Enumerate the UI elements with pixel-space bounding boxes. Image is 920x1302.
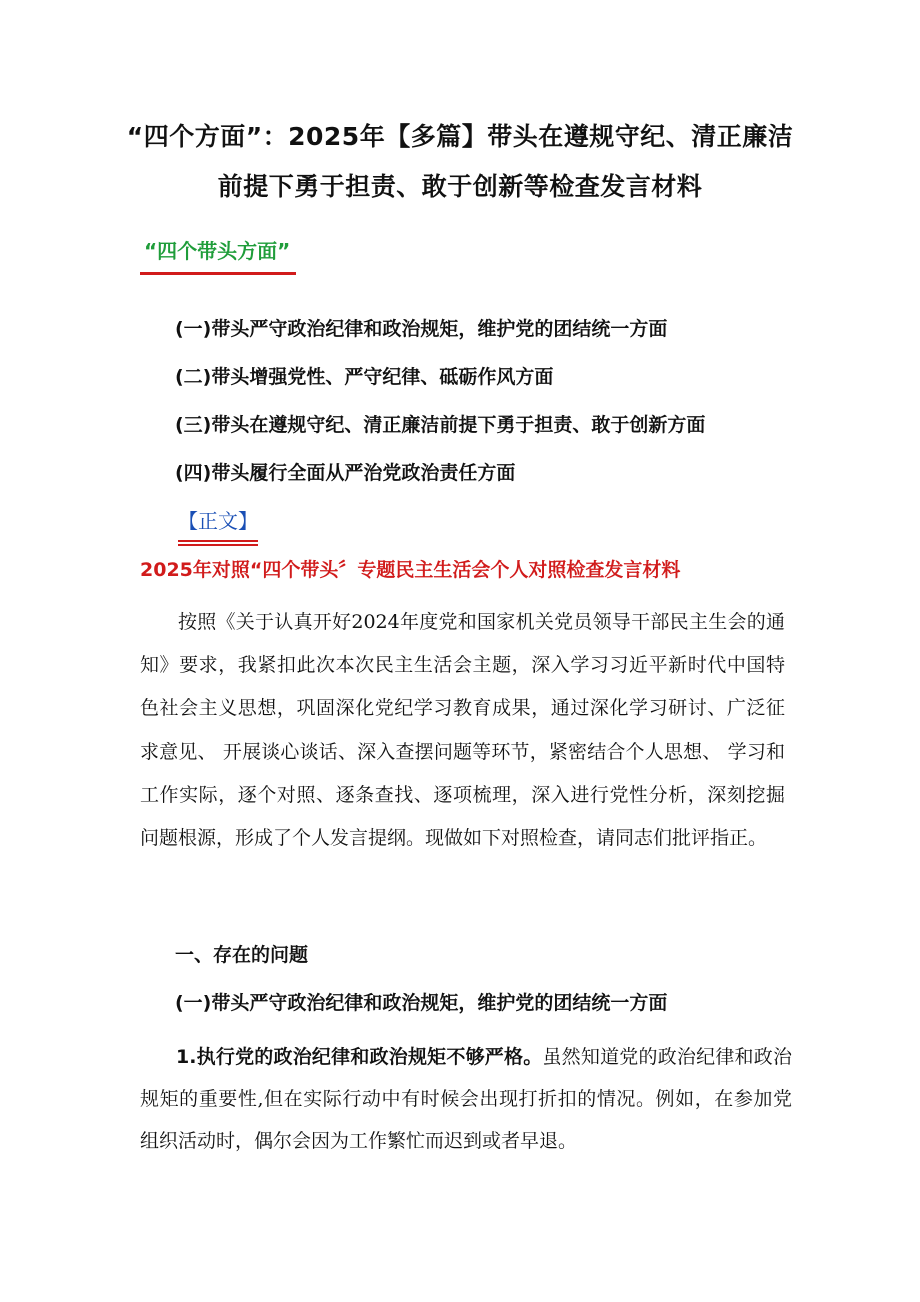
document-title: “四个方面”：2025年【多篇】带头在遵规守纪、清正廉洁前提下勇于担责、敢于创新等检查发言材料	[126, 122, 794, 201]
point-one-lead: 1.执行党的政治纪律和政治规矩不够严格。	[176, 1046, 543, 1068]
section-one-heading: 一、存在的问题	[175, 944, 309, 966]
outline-item-4: (四)带头履行全面从严治党政治责任方面	[175, 462, 516, 484]
article-title: 2025年对照“四个带头〞专题民主生活会个人对照检查发言材料	[140, 559, 681, 581]
intro-paragraph: 按照《关于认真开好2024年度党和国家机关党员领导干部民主生会的通知》要求，我紧扣此次本次民主生活会主题，深入学习习近平新时代中国特色社会主义思想，巩固深化党纪学习教育成果，通过深化学习研讨、广泛征求意见、 开展谈心谈话、深入查摆问题等环节，紧密结合个人思想、 学习和工作实际，逐个对照、逐条查找、逐项梳理，深入进行党性分析，深刻挖掘问题根源，形成了个人发言提纲。现做如下对照检查，请同志们批评指正。	[140, 611, 785, 850]
body-marker: 【正文】	[178, 506, 258, 542]
point-one-text: 虽然知道党的政治纪律和政治规矩的重要性,但在实际行动中有时候会出现打折扣的情况。例如，在参加党组织活动时，偶尔会因为工作繁忙而迟到或者早退。	[140, 1046, 792, 1152]
outline-item-3: (三)带头在遵规守纪、清正廉洁前提下勇于担责、敢于创新方面	[175, 414, 706, 436]
point-one-paragraph	[140, 1036, 792, 1162]
outline-item-1: (一)带头严守政治纪律和政治规矩，维护党的团结统一方面	[175, 318, 668, 340]
outline-item-2: (二)带头增强党性、严守纪律、砥砺作风方面	[175, 366, 554, 388]
section-one-subheading: (一)带头严守政治纪律和政治规矩，维护党的团结统一方面	[175, 992, 668, 1014]
section-heading: “四个带头方面”	[140, 236, 296, 275]
